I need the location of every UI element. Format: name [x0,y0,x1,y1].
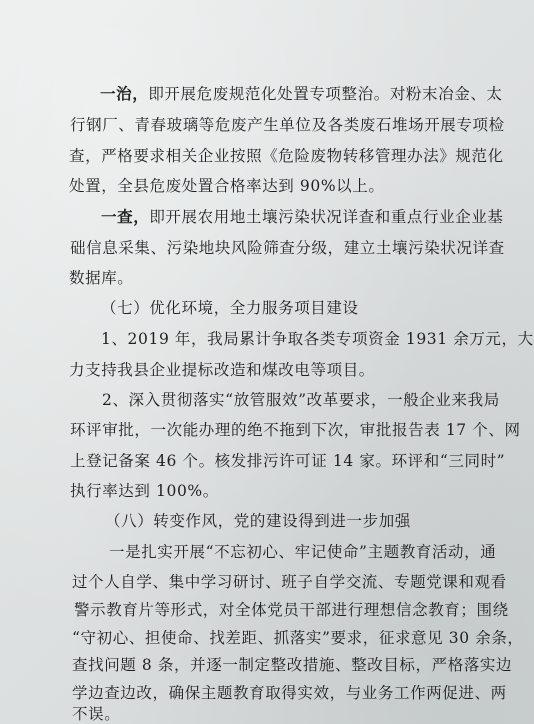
paragraph-line: 上登记备案 46 个。核发排污许可证 14 家。环评和“三同时” [70,452,506,470]
paragraph-lead: 一查， [101,207,150,226]
paragraph-line: 一是扎实开展“不忘初心、牢记使命”主题教育活动，通 [109,543,497,561]
paragraph-line [100,84,503,104]
paragraph-line: 行钢厂、青春玻璃等危废产生单位及各类废石堆场开展专项检 [70,116,505,134]
section-heading-8: （八）转变作风，党的建设得到进一步加强 [105,512,411,530]
paragraph-line: 础信息采集、污染地块风险筛查分级，建立土壤污染状况详查 [70,239,505,257]
paragraph-lead: 一治， [100,84,149,103]
paragraph-line: 1、2019 年，我局累计争取各类专项资金 1931 余万元，大 [101,330,534,348]
paragraph-text: 即开展危废规范化处置专项整治。对粉末冶金、太 [148,85,503,103]
paragraph-line: 查，严格要求相关企业按照《危险废物转移管理办法》规范化 [69,147,504,165]
paragraph-line: 环评审批，一次能办理的绝不拖到下次，审批报告表 17 个、网 [70,421,521,439]
paragraph-line: 力支持我县企业提标改造和煤改电等项目。 [69,361,375,379]
paragraph-line: 执行率达到 100%。 [70,482,219,500]
paragraph-line: 查找问题 8 条，并逐一制定整改措施、整改目标，严格落实边 [72,656,513,674]
paragraph-line: 2、深入贯彻落实“放管服效”改革要求，一般企业来我局 [102,391,500,409]
paragraph-line: 过个人自学、集中学习研讨、班子自学交流、专题党课和观看 [72,573,507,591]
paragraph-line: “守初心、担使命、找差距、抓落实”要求，征求意见 30 余条， [72,629,524,647]
paragraph-line: 处置，全县危废处置合格率达到 90%以上。 [69,177,385,195]
paragraph-line: 不误。 [72,705,121,723]
paragraph-line: 警示教育片等形式，对全体党员干部进行理想信念教育；围绕 [74,601,509,619]
paragraph-text: 即开展农用地土壤污染状况详查和重点行业企业基 [149,208,504,226]
paragraph-line: 学边查边改，确保主题教育取得实效，与业务工作两促进、两 [72,684,507,702]
paragraph-line [101,207,504,227]
section-heading-7: （七）优化环境，全力服务项目建设 [101,299,359,317]
paragraph-line: 数据库。 [69,269,134,287]
